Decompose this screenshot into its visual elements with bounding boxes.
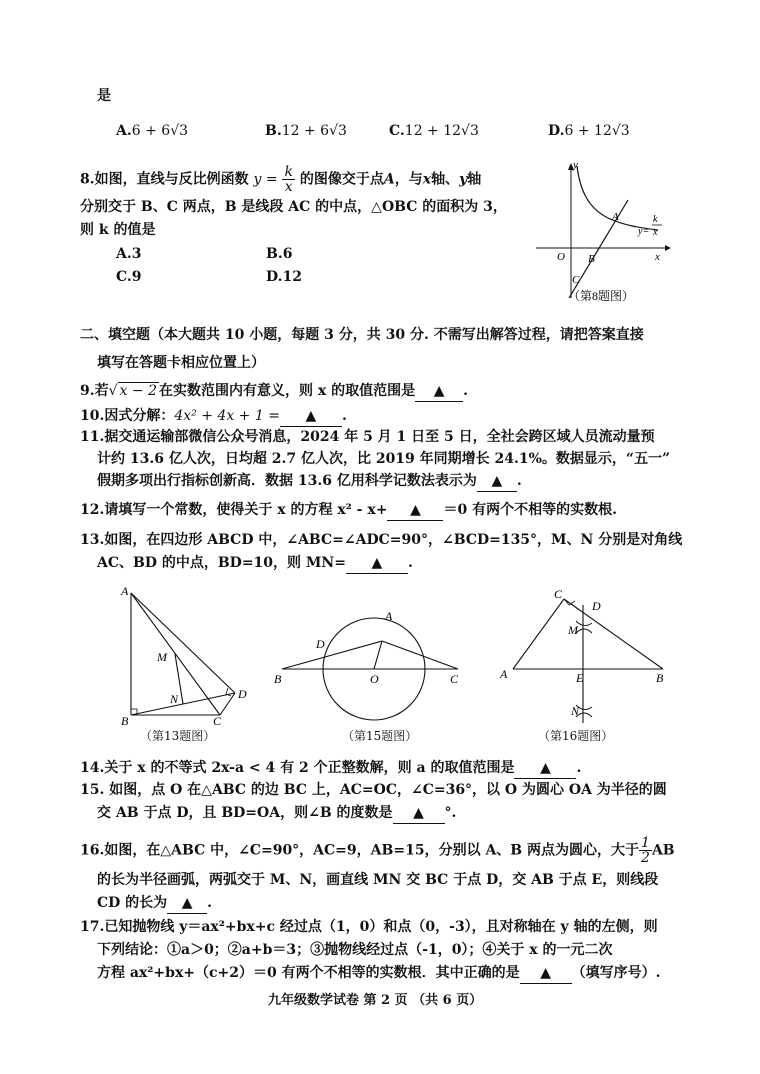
q7-option-b: B.12 + 6√3 [265,123,347,139]
q11-line2: 计约 13.6 亿人次，日均超 2.7 亿人次，比 2019 年同期增长 24.1%。数据显示，“五一” [97,451,671,467]
q8-line1: 8.如图，直线与反比例函数 y = $\frac{k}{x}$ 的图像交于点A，与x轴、y轴 [80,164,482,195]
figure-15 [270,605,470,725]
q9-answer-blank: ▲ [415,381,463,402]
svg-text:A: A [385,609,393,623]
svg-text:B: B [274,672,282,686]
q16-answer-blank: ▲ [167,893,207,914]
label-a: A [612,211,619,223]
label-k: k [653,214,658,225]
q17-line3: 方程 ax²+bx+（c+2）＝0 有两个不相等的实数根．其中正确的是 ▲ （填写序号）. [97,963,661,984]
k-over-x-fraction: $\frac{k}{x}$ [284,164,293,195]
svg-text:B: B [121,714,129,728]
q16-line3: CD 的长为 ▲ . [97,893,212,914]
figure-16 [498,583,673,728]
q16-line2: 的长为半径画弧，两弧交于 M、N，画直线 MN 交 BC 于点 D，交 AB 于点 E，则线段 [97,872,659,888]
figure-13 [115,585,260,730]
label-o: O [557,251,565,263]
q15-answer-blank: ▲ [393,803,445,824]
label-c: C [572,274,580,286]
q10-answer-blank: ▲ [280,406,342,427]
q10: 10.因式分解：4x² + 4x + 1 = ▲ . [80,406,347,427]
q13-answer-blank: ▲ [346,553,408,574]
q8-line3: 则 k 的值是 [80,222,156,238]
q16-line1: 16.如图，在△ABC 中，∠C=90°，AC=9，AB=15，分别以 A、B 两点为圆心，大于 $\frac{1}{2}$ AB [80,835,675,866]
svg-text:A: A [121,584,129,598]
svg-text:A: A [500,667,508,681]
q13-line2: AC、BD 的中点，BD=10，则 MN= ▲ . [97,553,413,574]
q7-tail: 是 [97,88,111,104]
svg-text:E: E [576,671,584,685]
q13-line1: 13.如图，在四边形 ABCD 中，∠ABC=∠ADC=90°，∠BCD=135°，M、N 分别是对角线 [80,532,683,548]
svg-text:D: D [592,599,601,613]
q11-answer-blank: ▲ [477,471,517,492]
label-y: y [573,159,578,171]
svg-text:N: N [571,704,580,718]
q11-line1: 11.据交通运输部微信公众号消息，2024 年 5 月 1 日至 5 日，全社会跨区域人员流动量预 [80,429,655,445]
label-b: B [588,253,595,265]
svg-text:D: D [238,687,247,701]
q8-line2: 分别交于 B、C 两点，B 是线段 AC 的中点，△OBC 的面积为 3， [80,199,507,215]
q14: 14.关于 x 的不等式 2x-a < 4 有 2 个正整数解，则 a 的取值范围是 ▲ . [80,758,581,779]
q7-option-c: C.12 + 12√3 [389,123,479,139]
q15-line1: 15. 如图，点 O 在△ABC 的边 BC 上，AC=OC，∠C=36°，以 O 为圆心 OA 为半径的圆 [80,782,667,798]
q7-option-a: A.6 + 6√3 [116,123,189,139]
x-axis-arrow [665,245,671,251]
label-y-eq: y= [638,226,650,237]
svg-text:B: B [656,671,664,685]
fig16-caption: （第16题图） [538,729,614,743]
q17-line2: 下列结论：①a＞0；②a+b＝3；③抛物线经过点（-1，0）；④关于 x 的一元二次 [97,942,613,958]
q9: 9.若√ x − 2 在实数范围内有意义，则 x 的取值范围是 ▲ . [80,381,468,402]
q7-option-d: D.6 + 12√3 [548,123,630,139]
q8-option-d: D.12 [266,269,302,285]
q15-line2: 交 AB 于点 D，且 BD=OA，则∠B 的度数是 ▲ °. [97,803,456,824]
fig8-caption: （第8题图） [568,289,635,303]
svg-text:C: C [213,714,222,728]
q17-line1: 17.已知抛物线 y＝ax²+bx+c 经过点（1，0）和点（0，-3），且对称轴在 y 轴的左侧，则 [80,919,658,935]
label-x-den: x [653,227,658,238]
section2-line2: 填写在答题卡相应位置上） [97,355,265,371]
svg-text:C: C [554,587,563,601]
svg-text:D: D [316,637,325,651]
q17-answer-blank: ▲ [520,963,572,984]
q14-answer-blank: ▲ [514,758,576,779]
q8-option-b: B.6 [266,246,293,262]
svg-text:O: O [370,672,379,686]
svg-text:N: N [170,692,179,706]
page-footer: 九年级数学试卷 第 2 页 （共 6 页） [268,993,483,1008]
svg-text:C: C [450,672,459,686]
q8-option-c: C.9 [116,269,142,285]
q12: 12.请填写一个常数，使得关于 x 的方程 x² - x+ ▲ ＝0 有两个不相等的实数根. [80,500,617,521]
section2-line1: 二、填空题（本大题共 10 小题，每题 3 分，共 30 分. 不需写出解答过程，请把答案直接 [80,327,644,343]
q8-option-a: A.3 [116,246,142,262]
svg-text:M: M [568,623,578,637]
q12-answer-blank: ▲ [387,500,443,521]
fig13-caption: （第13题图） [140,729,216,743]
fig15-caption: （第15题图） [342,729,418,743]
figure-8 [530,160,670,305]
svg-text:M: M [157,650,167,664]
label-x: x [655,251,660,263]
one-half-fraction: $\frac{1}{2}$ [641,835,650,866]
q11-line3: 假期多项出行指标创新高．数据 13.6 亿用科学记数法表示为 ▲ . [97,471,522,492]
